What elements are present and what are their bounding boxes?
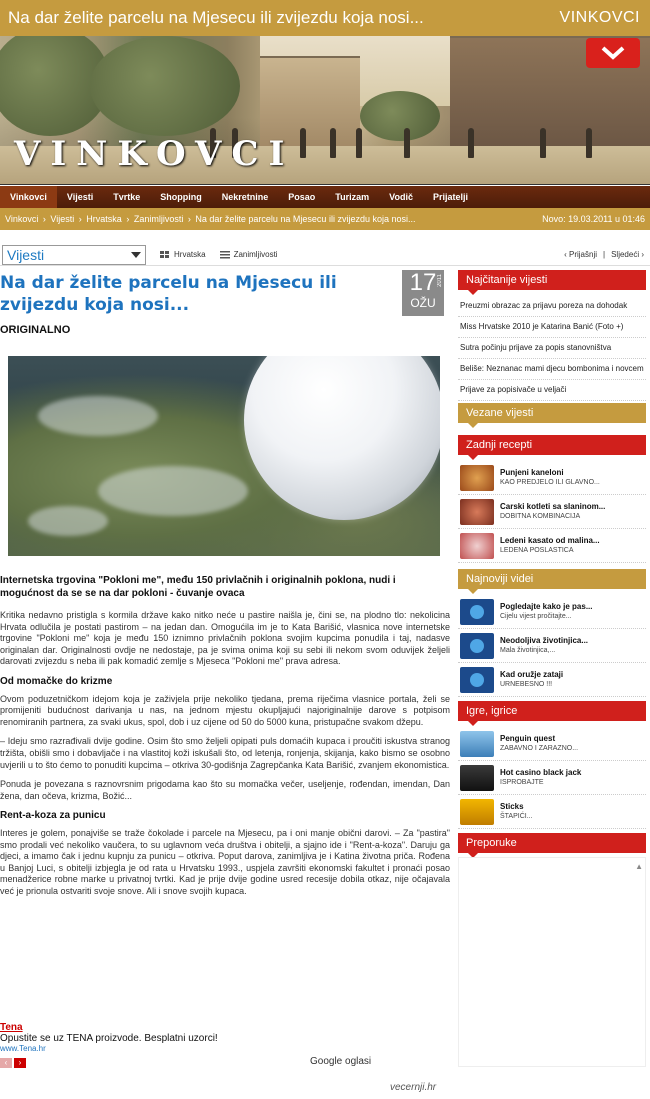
sub-nav xyxy=(0,244,650,266)
video-subtitle: Cijelu vijest pročitajte... xyxy=(500,613,572,620)
nav-item-vinkovci[interactable]: Vinkovci xyxy=(0,186,57,208)
ad-text: Opustite se uz TENA proizvode. Besplatni uzorci! xyxy=(0,1033,218,1044)
nav-item-shopping[interactable]: Shopping xyxy=(160,192,202,202)
most-read-item[interactable]: Preuzmi obrazac za prijavu poreza na dohodak xyxy=(458,296,646,317)
nav-item-tvrtke[interactable]: Tvrtke xyxy=(113,192,141,202)
hero-title: VINKOVCI xyxy=(14,134,295,174)
section-dropdown-value: Vijesti xyxy=(7,246,45,263)
breadcrumb-separator: › xyxy=(42,214,46,224)
game-subtitle: ZABAVNO I ZARAZNO... xyxy=(500,745,579,752)
article-pager xyxy=(564,250,644,259)
video-title: Pogledajte kako je pas... xyxy=(500,602,593,611)
article-paragraph: Interes je golem, ponajviše se traže čokolade i parcele na Mjesecu, pa i oni manje obični darovi. – Za "pastira" smo prodali već nekoliko vaučera, to su uglavnom veća društva i obitelji, a sjajno ide i "Rent-a-koza". Daruju ga djeci, a imamo čak i jednu kupnju za punicu – otkriva. Poput darova, zanimljiva je i Katina životna priča. Rođena u Banjoj Luci, s obitelji izbjegla je od rata u Hrvatsku 1993., uspjela završiti ekonomski fakultet i pronaći posao menadžerice robne marke u privatnoj tvrtki. Kad je prije dvije godine usred recesije dobila otkaz, nije očajavala već je prionula ostvariti svoje snove. Ali i snove svojih kupaca. xyxy=(0,827,450,896)
grid-icon xyxy=(160,251,170,259)
ad-prev-button[interactable]: ‹ xyxy=(0,1058,12,1068)
prev-article-link[interactable]: ‹ Prijašnji xyxy=(564,250,598,259)
recipe-title: Ledeni kasato od malina... xyxy=(500,536,600,545)
article-paragraph: Ovom poduzetničkom idejom koja je zaživjela prije nekoliko tjedana, prema riječima vlasnice portala, želi se promijeniti budućnost darivanja u nas, na jednom mjestu okupljajući najoriginalnije darove s potpisom renomiranih partnera, za svaki ukus, spol, dob i uz cijene od 50 do 5000 kuna, pristupačne svakom džepu. xyxy=(0,693,450,727)
google-ads-label[interactable]: Google oglasi xyxy=(310,1056,372,1067)
recommendations-header: Preporuke xyxy=(458,833,646,853)
next-article-link[interactable]: Sljedeći › xyxy=(611,250,644,259)
game-thumbnail xyxy=(460,765,494,791)
video-item[interactable] xyxy=(458,629,646,663)
article-paragraph: – Ideju smo razrađivali dvije godine. Osim što smo željeli opipati puls domaćih kupaca i proučiti iskustva stranog tržišta, obišli smo i dobavljače i na vlastitoj koži iskušali što, od letenja, ronjenja, skijanja, kako bismo se osobno uvjerili u to što ćemo to ponuditi kupcima – otkriva 30-godišnja Zagrepčanka Kata Barišić, zvanjem ekonomistica. xyxy=(0,736,450,770)
update-timestamp: Novo: 19.03.2011 u 01:46 xyxy=(542,214,645,224)
date-badge xyxy=(402,270,444,316)
breadcrumb-item[interactable]: Vinkovci xyxy=(5,214,39,224)
nav-item-vodic[interactable]: Vodič xyxy=(389,192,413,202)
date-month: OŽU xyxy=(410,296,436,310)
breadcrumb-item[interactable]: Vijesti xyxy=(50,214,75,224)
ad-pager xyxy=(0,1058,26,1068)
article-subheading: Od momačke do krizme xyxy=(0,675,113,687)
dropdown-arrow-icon xyxy=(131,252,141,258)
hero-figure xyxy=(540,128,546,158)
hero-banner xyxy=(0,36,650,185)
article-kicker: ORIGINALNO xyxy=(0,324,71,336)
game-title: Hot casino black jack xyxy=(500,768,582,777)
image-moon xyxy=(244,356,440,520)
recipe-thumbnail xyxy=(460,533,494,559)
article-lead: Internetska trgovina "Pokloni me", među 150 privlačnih i originalnih poklona, nudi i mogućnost da se se na dar pokloni - čuvanje ovaca xyxy=(0,575,396,599)
recipes-list xyxy=(458,461,646,563)
city-name[interactable]: VINKOVCI xyxy=(559,9,640,26)
recipe-title: Carski kotleti sa slaninom... xyxy=(500,502,606,511)
sublink-label: Hrvatska xyxy=(174,250,206,259)
breadcrumb-separator: › xyxy=(187,214,191,224)
scroll-up-icon[interactable]: ▲ xyxy=(635,862,643,871)
nav-item-prijatelji[interactable]: Prijatelji xyxy=(432,192,468,202)
image-cloud xyxy=(98,466,248,516)
hero-building xyxy=(260,56,360,146)
most-read-item[interactable]: Miss Hrvatske 2010 je Katarina Banić (Foto +) xyxy=(458,317,646,338)
nav-item-nekretnine[interactable]: Nekretnine xyxy=(221,192,269,202)
most-read-item[interactable]: Sutra počinju prijave za popis stanovništva xyxy=(458,338,646,359)
breadcrumb-item[interactable]: Zanimljivosti xyxy=(133,214,184,224)
article-subheading: Rent-a-koza za punicu xyxy=(0,810,106,822)
video-subtitle: Mala životinjica,... xyxy=(500,647,556,654)
top-headline-bar xyxy=(0,0,650,36)
hero-tree xyxy=(360,91,440,141)
top-headline[interactable]: Na dar želite parcelu na Mjesecu ili zvijezdu koja nosi... xyxy=(8,8,424,27)
recipe-subtitle: LEDENA POSLASTICA xyxy=(500,547,574,554)
ad-next-button[interactable]: › xyxy=(14,1058,26,1068)
play-icon xyxy=(460,599,494,625)
play-icon xyxy=(460,667,494,693)
recommendations-box xyxy=(458,857,646,1067)
games-list xyxy=(458,727,646,829)
sidebar xyxy=(458,270,646,1067)
hero-figure xyxy=(468,128,474,158)
recipes-header: Zadnji recepti xyxy=(458,435,646,455)
article-image xyxy=(8,356,440,556)
ad-title-link[interactable]: Tena xyxy=(0,1022,23,1033)
list-icon xyxy=(220,251,230,259)
recipe-item[interactable] xyxy=(458,461,646,495)
recipe-subtitle: KAO PREDJELO ILI GLAVNO... xyxy=(500,479,600,486)
hero-figure xyxy=(330,128,336,158)
video-item[interactable] xyxy=(458,595,646,629)
recipe-title: Punjeni kaneloni xyxy=(500,468,564,477)
play-icon xyxy=(460,633,494,659)
breadcrumb-current: Na dar želite parcelu na Mjesecu ili zvijezdu koja nosi... xyxy=(195,214,416,224)
breadcrumb xyxy=(5,214,415,224)
most-read-item[interactable]: Prijave za popisivače u veljači xyxy=(458,380,646,401)
ad-url-link[interactable]: www.Tena.hr xyxy=(0,1044,46,1053)
video-subtitle: URNEBESNO !!! xyxy=(500,681,553,688)
hero-figure xyxy=(404,128,410,158)
hero-figure xyxy=(586,128,592,158)
video-title: Neodoljiva životinjica... xyxy=(500,636,589,645)
game-subtitle: ŠTAPIĆI... xyxy=(500,813,533,820)
breadcrumb-bar xyxy=(0,208,650,230)
recipe-thumbnail xyxy=(460,499,494,525)
article-paragraph: Ponuda je povezana s raznovrsnim prigodama kao što su momačka večer, useljenje, rođendan, imendan, Dan žena, dan očeva, krizma, Božić... xyxy=(0,779,450,801)
game-title: Sticks xyxy=(500,802,524,811)
expand-menu-button[interactable] xyxy=(586,38,640,68)
recipe-subtitle: DOBITNA KOMBINACIJA xyxy=(500,513,581,520)
breadcrumb-separator: › xyxy=(126,214,130,224)
game-title: Penguin quest xyxy=(500,734,556,743)
article-body xyxy=(0,610,450,905)
recipe-item[interactable] xyxy=(458,529,646,563)
sublink-zanimljivosti[interactable] xyxy=(220,250,278,259)
nav-item-turizam[interactable]: Turizam xyxy=(335,192,370,202)
hero-tree xyxy=(90,36,240,136)
article-title: Na dar želite parcelu na Mjesecu ili zvijezdu koja nosi... xyxy=(0,273,337,315)
sublink-label: Zanimljivosti xyxy=(233,250,278,259)
text-ad xyxy=(0,1022,450,1053)
game-thumbnail xyxy=(460,731,494,757)
game-item[interactable] xyxy=(458,761,646,795)
nav-item-vijesti[interactable]: Vijesti xyxy=(66,192,94,202)
pager-separator: | xyxy=(603,250,606,259)
breadcrumb-separator: › xyxy=(78,214,82,224)
related-news-header: Vezane vijesti xyxy=(458,403,646,423)
footer-brand: vecernji.hr xyxy=(390,1082,437,1093)
game-item[interactable] xyxy=(458,795,646,829)
image-cloud xyxy=(38,396,158,436)
hero-figure xyxy=(300,128,306,158)
most-read-item[interactable]: Beliše: Neznanac mami djecu bombonima i novcem xyxy=(458,359,646,380)
videos-list xyxy=(458,595,646,697)
video-title: Kad oružje zataji xyxy=(500,670,564,679)
sublink-hrvatska[interactable] xyxy=(160,250,206,259)
game-item[interactable] xyxy=(458,727,646,761)
image-cloud xyxy=(28,506,108,536)
recipe-thumbnail xyxy=(460,465,494,491)
hero-figure xyxy=(356,128,362,158)
main-nav xyxy=(0,186,650,208)
date-year: 2011 xyxy=(437,274,443,287)
most-read-header: Najčitanije vijesti xyxy=(458,270,646,290)
video-item[interactable] xyxy=(458,663,646,697)
article-paragraph: Kritika nedavno pristigla s kormila države kako nitko neće u pastire naišla je, čini se, na plodno tlo: nekolicina Hrvata odlučila je postati pastirom – na jedan dan. Omogućila im je to Kata Barišić, vlasnica nove internetske trgovine "Pokloni me" koja je među 150 iznimno privlačnih poklona svojim kupcima ponudila i taj, nadasve originalan dar. Originalnosti ovdje ne nedostaje, pa je svima onima koji su sebi ili nekom svom oduvijek željeli darovati zvijezdu s neba ili pak komadić zemlje s Mjeseca "Pokloni me" prava adresa. xyxy=(0,610,450,667)
chevron-down-icon xyxy=(600,45,626,61)
videos-header: Najnoviji videi xyxy=(458,569,646,589)
section-dropdown[interactable] xyxy=(2,245,146,265)
nav-item-posao[interactable]: Posao xyxy=(288,192,316,202)
recipe-item[interactable] xyxy=(458,495,646,529)
breadcrumb-item[interactable]: Hrvatska xyxy=(86,214,122,224)
game-subtitle: ISPROBAJTE xyxy=(500,779,544,786)
date-day: 17 xyxy=(409,269,437,296)
most-read-list xyxy=(458,296,646,401)
games-header: Igre, igrice xyxy=(458,701,646,721)
game-thumbnail xyxy=(460,799,494,825)
